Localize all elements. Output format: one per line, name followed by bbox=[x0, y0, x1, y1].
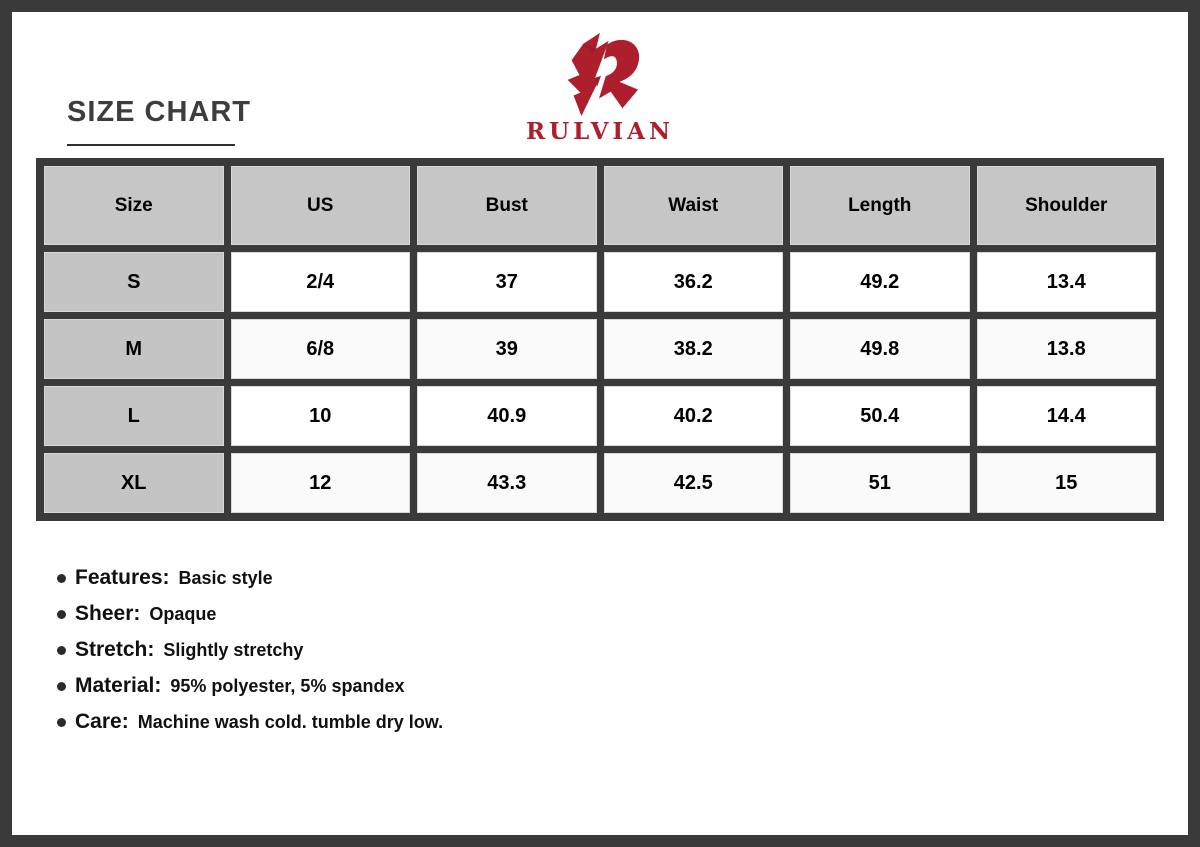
value-cell: 14.4 bbox=[978, 387, 1156, 445]
list-item bbox=[57, 668, 443, 704]
value-cell: 15 bbox=[978, 454, 1156, 512]
page-title: SIZE CHART bbox=[67, 96, 251, 128]
size-cell: S bbox=[45, 253, 223, 311]
value-cell: 49.8 bbox=[791, 320, 969, 378]
value-cell: 50.4 bbox=[791, 387, 969, 445]
value-cell: 43.3 bbox=[418, 454, 596, 512]
value-cell: 40.2 bbox=[605, 387, 783, 445]
brand-wordmark: RULVIAN bbox=[525, 118, 675, 145]
list-item bbox=[57, 596, 443, 632]
size-cell: L bbox=[45, 387, 223, 445]
detail-value: Machine wash cold. tumble dry low. bbox=[137, 711, 444, 732]
value-cell: 12 bbox=[232, 454, 410, 512]
table-row bbox=[45, 253, 1155, 311]
bullet-icon bbox=[57, 718, 66, 727]
value-cell: 39 bbox=[418, 320, 596, 378]
value-cell: 42.5 bbox=[605, 454, 783, 512]
list-item bbox=[57, 560, 443, 596]
value-cell: 13.8 bbox=[978, 320, 1156, 378]
value-cell: 10 bbox=[232, 387, 410, 445]
bullet-icon bbox=[57, 574, 66, 583]
detail-value: Basic style bbox=[178, 567, 273, 588]
value-cell: 51 bbox=[791, 454, 969, 512]
column-header-size: Size bbox=[45, 167, 223, 244]
value-cell: 6/8 bbox=[232, 320, 410, 378]
title-underline bbox=[67, 144, 235, 146]
detail-label: Sheer: bbox=[75, 602, 141, 625]
bullet-icon bbox=[57, 610, 66, 619]
value-cell: 37 bbox=[418, 253, 596, 311]
size-cell: XL bbox=[45, 454, 223, 512]
column-header-bust: Bust bbox=[418, 167, 596, 244]
detail-label: Material: bbox=[75, 674, 162, 697]
list-item bbox=[57, 632, 443, 668]
rulvian-r-logo-icon bbox=[526, 30, 674, 118]
product-details-list bbox=[57, 560, 443, 740]
bullet-icon bbox=[57, 682, 66, 691]
detail-value: Opaque bbox=[149, 603, 217, 624]
table-row bbox=[45, 320, 1155, 378]
column-header-us: US bbox=[232, 167, 410, 244]
table-row bbox=[45, 387, 1155, 445]
value-cell: 49.2 bbox=[791, 253, 969, 311]
table-row bbox=[45, 454, 1155, 512]
size-chart-table bbox=[36, 158, 1164, 521]
value-cell: 38.2 bbox=[605, 320, 783, 378]
size-cell: M bbox=[45, 320, 223, 378]
value-cell: 2/4 bbox=[232, 253, 410, 311]
title-block bbox=[67, 98, 251, 146]
column-header-waist: Waist bbox=[605, 167, 783, 244]
bullet-icon bbox=[57, 646, 66, 655]
table-header-row bbox=[45, 167, 1155, 244]
column-header-length: Length bbox=[791, 167, 969, 244]
value-cell: 36.2 bbox=[605, 253, 783, 311]
detail-value: 95% polyester, 5% spandex bbox=[170, 675, 405, 696]
brand-block bbox=[526, 30, 674, 145]
detail-value: Slightly stretchy bbox=[163, 639, 304, 660]
value-cell: 13.4 bbox=[978, 253, 1156, 311]
list-item bbox=[57, 704, 443, 740]
detail-label: Features: bbox=[75, 566, 170, 589]
detail-label: Care: bbox=[75, 710, 129, 733]
column-header-shoulder: Shoulder bbox=[978, 167, 1156, 244]
value-cell: 40.9 bbox=[418, 387, 596, 445]
detail-label: Stretch: bbox=[75, 638, 155, 661]
